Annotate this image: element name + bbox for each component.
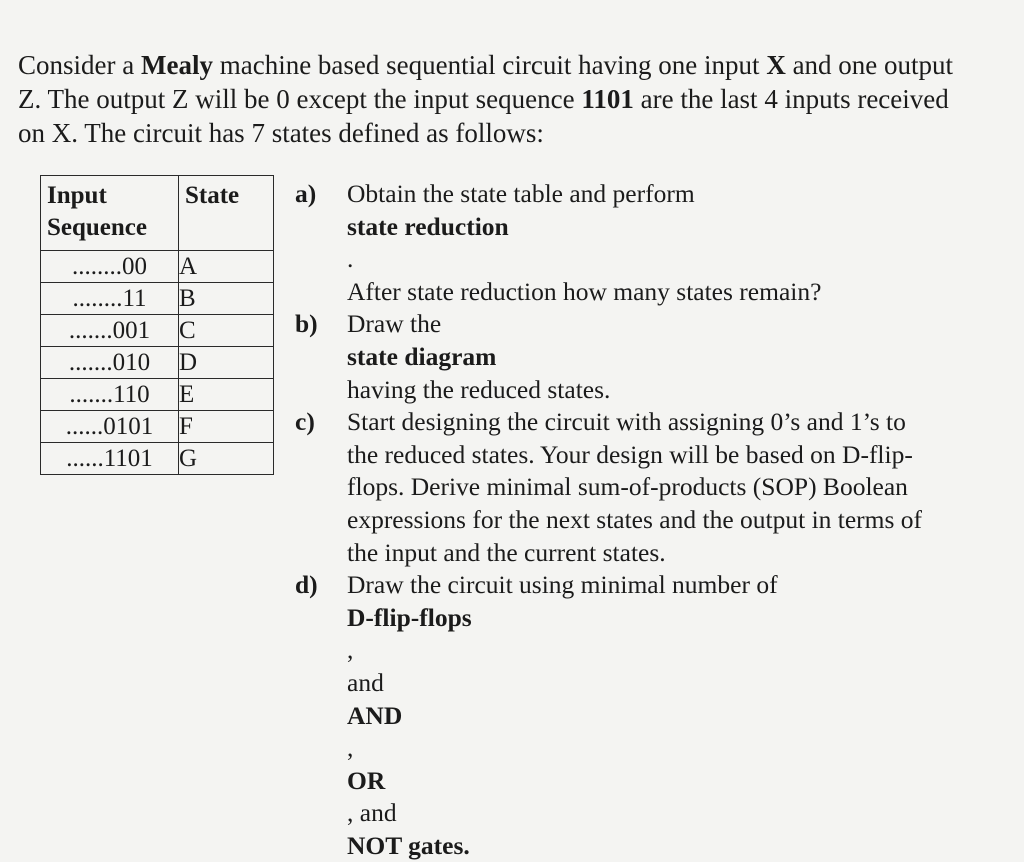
- task-text: [347, 569, 985, 862]
- task-c-line-1: Start designing the circuit with assigning 0’s and 1’s to: [347, 407, 906, 437]
- task-text: [347, 178, 985, 308]
- table-header-row: [41, 176, 274, 251]
- task-text-part: ,: [347, 635, 354, 665]
- task-d-line-1: [347, 569, 985, 667]
- task-label: d): [295, 570, 318, 600]
- intro-text: machine based sequential circuit having one input: [212, 50, 767, 80]
- state-cell: B: [179, 283, 274, 315]
- sequence-cell: .......001: [41, 315, 179, 347]
- task-text-part: , and: [347, 798, 397, 828]
- task-text: [347, 406, 985, 569]
- intro-text: Z. The output Z will be 0 except the input sequence: [18, 84, 582, 114]
- task-c-line-2: the reduced states. Your design will be based on D-flip-: [347, 439, 913, 469]
- header-state: State: [179, 176, 274, 251]
- intro-bold-mealy: Mealy: [140, 50, 213, 80]
- intro-text: Consider a: [18, 50, 141, 80]
- table-row: [41, 347, 274, 379]
- task-label: c): [295, 407, 315, 437]
- task-text: [347, 308, 985, 406]
- task-text-part: having the reduced states.: [347, 374, 611, 404]
- problem-statement: [18, 48, 1008, 150]
- task-d-line-2: [347, 667, 985, 862]
- sequence-cell: ......0101: [41, 411, 179, 443]
- state-cell: G: [179, 443, 274, 475]
- task-b: [295, 308, 985, 406]
- task-bold-state-diagram: state diagram: [347, 341, 497, 371]
- task-text-part: .: [347, 244, 354, 274]
- task-text-part: ,: [347, 733, 354, 763]
- intro-line-1: [18, 48, 1008, 82]
- task-d: [295, 569, 985, 862]
- task-a-line-1: [347, 178, 985, 276]
- task-text-part: and: [347, 667, 384, 697]
- task-bold-state-reduction: state reduction: [347, 211, 509, 241]
- table-row: [41, 379, 274, 411]
- table-row: [41, 315, 274, 347]
- task-bold-d-flip-flops: D-flip-flops: [347, 602, 472, 632]
- task-label: a): [295, 179, 317, 208]
- task-bold-and: AND: [347, 700, 403, 730]
- header-input-label: Input: [47, 182, 107, 209]
- table-row: [41, 283, 274, 315]
- task-c-line-3: flops. Derive minimal sum-of-products (SOP) Boolean: [347, 472, 908, 502]
- task-bold-or: OR: [347, 765, 386, 795]
- intro-text: are the last 4 inputs received: [633, 84, 949, 114]
- task-c-line-5: the input and the current states.: [347, 537, 666, 567]
- state-cell: A: [179, 251, 274, 283]
- task-a-line-2: After state reduction how many states remain?: [347, 276, 822, 306]
- sequence-cell: .......110: [41, 379, 179, 411]
- table-row: [41, 251, 274, 283]
- state-cell: D: [179, 347, 274, 379]
- sequence-cell: ......1101: [41, 443, 179, 475]
- state-cell: C: [179, 315, 274, 347]
- task-c-line-4: expressions for the next states and the output in terms of: [347, 504, 923, 534]
- task-bold-not-gates: NOT gates.: [347, 830, 470, 860]
- task-text-part: Draw the: [347, 309, 442, 339]
- task-c: [295, 406, 985, 569]
- header-sequence-label: Sequence: [47, 214, 147, 241]
- state-cell: E: [179, 379, 274, 411]
- task-a: [295, 178, 985, 308]
- intro-bold-x: X: [766, 50, 786, 80]
- intro-text: and one output: [785, 50, 954, 80]
- header-input-sequence: [41, 176, 179, 251]
- sequence-cell: .......010: [41, 347, 179, 379]
- table-row: [41, 411, 274, 443]
- task-b-line-1: [347, 308, 985, 406]
- sequence-cell: ........11: [41, 283, 179, 315]
- state-definition-table: [40, 175, 274, 475]
- task-label: b): [295, 309, 318, 339]
- task-text-part: Obtain the state table and perform: [347, 179, 695, 208]
- table-row: [41, 443, 274, 475]
- intro-bold-sequence: 1101: [581, 84, 634, 114]
- intro-line-2: [18, 82, 1008, 116]
- task-list: [295, 178, 985, 862]
- state-cell: F: [179, 411, 274, 443]
- intro-line-3: on X. The circuit has 7 states defined as follows:: [18, 118, 544, 148]
- task-text-part: Draw the circuit using minimal number of: [347, 570, 778, 600]
- sequence-cell: ........00: [41, 251, 179, 283]
